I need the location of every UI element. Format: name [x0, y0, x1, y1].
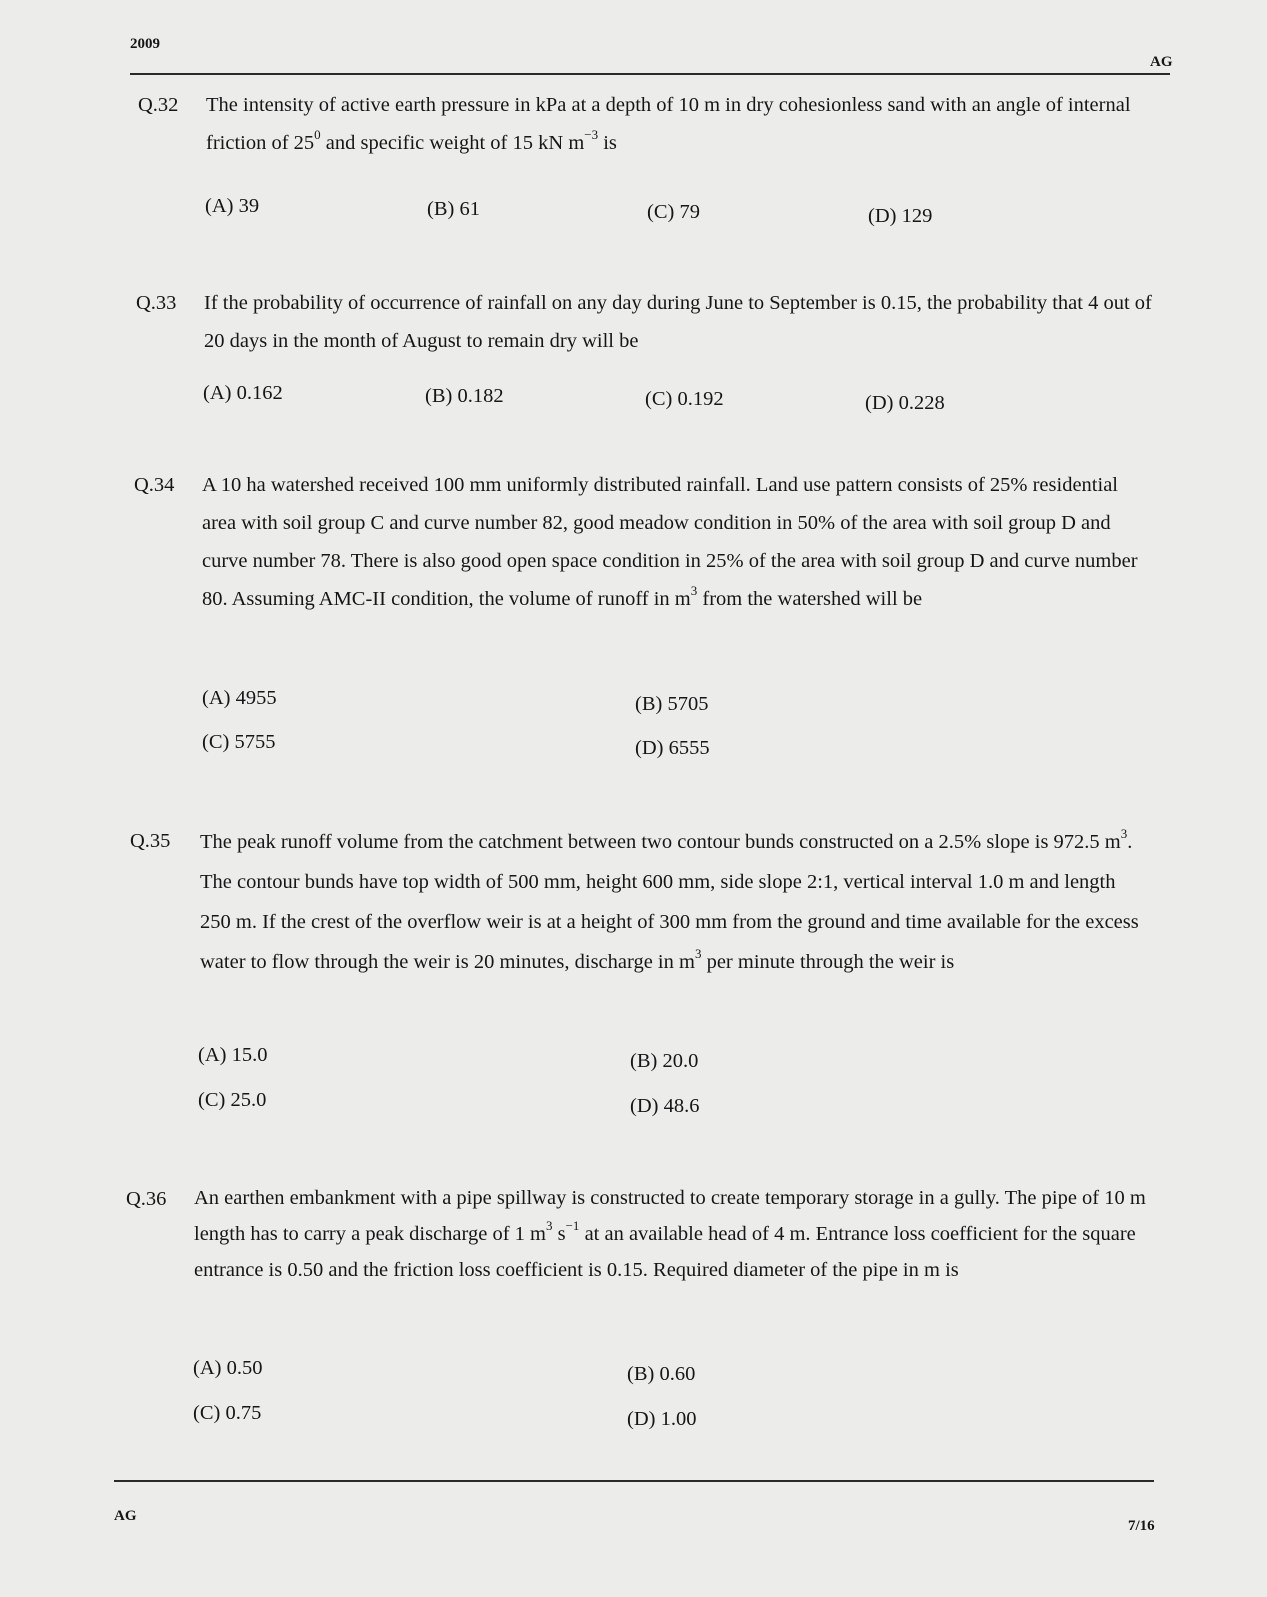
option-b: (B) 0.60 — [627, 1363, 696, 1385]
option-c: (C) 0.75 — [193, 1402, 262, 1424]
header-year: 2009 — [130, 36, 160, 52]
question-text: A 10 ha watershed received 100 mm uniformly distributed rainfall. Land use pattern consists of 25% residential area with soil group C and curve number 82, good meadow condition in 50% of the area with soil group D and curve number 78. There is also good open space condition in 25% of the area with soil group D and curve number 80. Assuming AMC-II condition, the volume of runoff in $m^3$ from the watershed will be — [202, 474, 1138, 610]
footer-rule — [114, 1480, 1154, 1482]
question-number: Q.33 — [136, 292, 177, 314]
question-text: An earthen embankment with a pipe spillway is constructed to create temporary storage in a gully. The pipe of 10 m length has to carry a peak discharge of 1 $m^3$ $s^{-1}$ at an available head of 4 m. Entrance loss coefficient for the square entrance is 0.50 and the friction loss coefficient is 0.15. Required diameter of the pipe in m is — [194, 1187, 1146, 1281]
option-c: (C) 5755 — [202, 731, 276, 753]
option-c: (C) 25.0 — [198, 1089, 267, 1111]
option-a: (A) 4955 — [202, 687, 277, 709]
footer-page-number: 7/16 — [1128, 1518, 1155, 1534]
question-text: If the probability of occurrence of rainfall on any day during June to September is 0.15, the probability that 4 out of 20 days in the month of August to remain dry will be — [204, 292, 1152, 352]
header-paper-code: AG — [1150, 54, 1173, 70]
question-text: The peak runoff volume from the catchment between two contour bunds constructed on a 2.5% slope is 972.5 $m^3$. The contour bunds have top width of 500 mm, height 600 mm, side slope 2:1, vertical interval 1.0 m and length 250 m. If the crest of the overflow weir is at a height of 300 mm from the ground and time available for the excess water to flow through the weir is 20 minutes, discharge in $m^3$ per minute through the weir is — [200, 826, 1139, 973]
option-b: (B) 20.0 — [630, 1050, 699, 1072]
header-rule — [130, 73, 1170, 75]
question-text: The intensity of active earth pressure in kPa at a depth of 10 m in dry cohesionless sand with an angle of internal friction of $25^0$ and specific weight of 15 kN $m^{-3}$ is — [206, 94, 1131, 154]
option-d: (D) 129 — [868, 205, 933, 227]
option-c: (C) 79 — [647, 201, 700, 223]
option-d: (D) 6555 — [635, 737, 710, 759]
option-b: (B) 61 — [427, 198, 480, 220]
option-d: (D) 0.228 — [865, 392, 945, 414]
question-number: Q.35 — [130, 830, 171, 852]
option-c: (C) 0.192 — [645, 388, 724, 410]
option-a: (A) 15.0 — [198, 1044, 268, 1066]
footer-paper-code: AG — [114, 1508, 137, 1524]
question-number: Q.34 — [134, 474, 175, 496]
option-d: (D) 48.6 — [630, 1095, 700, 1117]
option-d: (D) 1.00 — [627, 1408, 697, 1430]
option-b: (B) 5705 — [635, 693, 709, 715]
question-number: Q.36 — [126, 1188, 167, 1210]
question-number: Q.32 — [138, 94, 179, 116]
option-a: (A) 39 — [205, 195, 260, 217]
option-a: (A) 0.162 — [203, 382, 283, 404]
option-b: (B) 0.182 — [425, 385, 504, 407]
option-a: (A) 0.50 — [193, 1357, 263, 1379]
